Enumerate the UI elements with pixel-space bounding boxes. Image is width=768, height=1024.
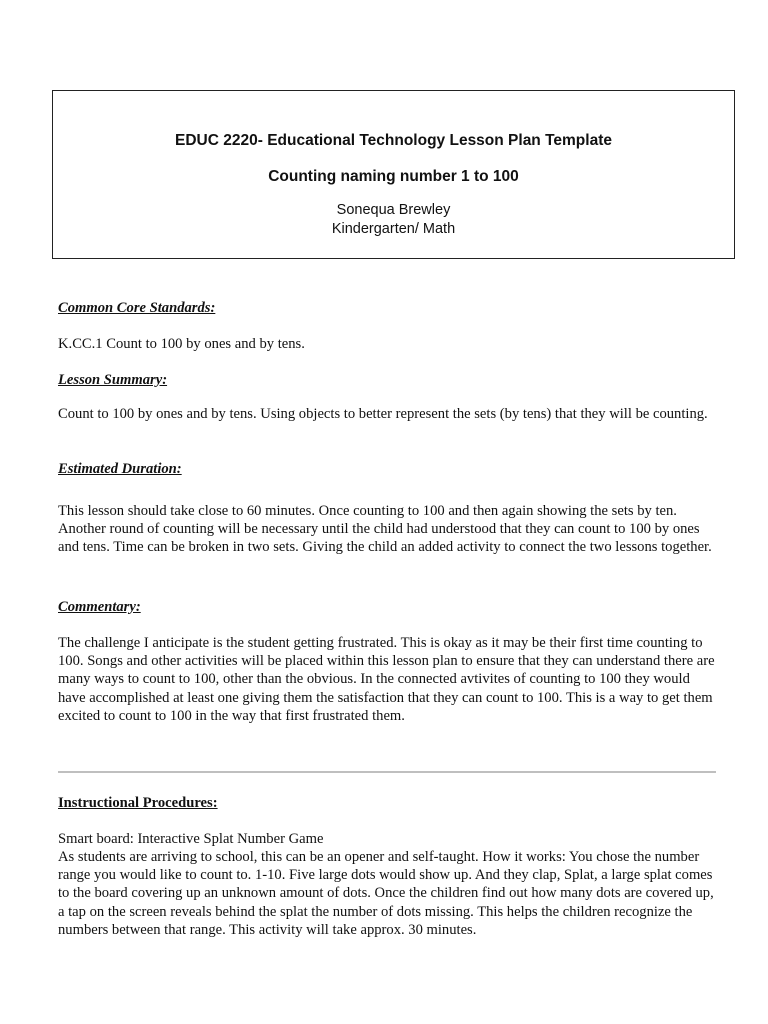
- header-box: [52, 90, 735, 259]
- standards-text: K.CC.1 Count to 100 by ones and by tens.: [58, 336, 305, 352]
- summary-text: Count to 100 by ones and by tens. Using objects to better represent the sets (by tens) that they will be counting.: [58, 406, 708, 422]
- duration-heading: Estimated Duration:: [58, 461, 182, 477]
- author-name: Sonequa Brewley: [336, 202, 451, 218]
- procedures-subheading: Smart board: Interactive Splat Number Game: [58, 831, 324, 847]
- commentary-text: The challenge I anticipate is the student getting frustrated. This is okay as it may be their first time counting to 100. Songs and other activities will be placed within this lesson plan to ensure that they can understand there are many ways to count to 100, other than the obvious. In the connected avtivites of counting to 100 they would have accomplished at least one giving them the satisfaction that they can count to 100. This is a way to get them excited to count to 100 in the way that first frustrated them.: [58, 635, 715, 724]
- duration-text: This lesson should take close to 60 minutes. Once counting to 100 and then again showing the sets by ten. Another round of counting will be necessary until the child had understood that they can count to 100 by ones and tens. Time can be broken in two sets. Giving the child an added activity to connect the two lessons together.: [58, 503, 712, 556]
- procedures-text: As students are arriving to school, this can be an opener and self-taught. How it works: You chose the number range you would like to count to. 1-10. Five large dots would show up. And they clap, Splat, a large splat comes to the board covering up an unknown amount of dots. Once the children find out how many dots are covered up, a tap on the screen reveals behind the splat the number of dots missing. This helps the children recognize the numbers between that range. This activity will take approx. 30 minutes.: [58, 849, 714, 938]
- section-divider: [58, 771, 716, 773]
- lesson-title: Counting naming number 1 to 100: [268, 168, 519, 185]
- procedures-heading: Instructional Procedures:: [58, 795, 218, 811]
- standards-heading: Common Core Standards:: [58, 300, 216, 316]
- commentary-heading: Commentary:: [58, 599, 141, 615]
- summary-heading: Lesson Summary:: [58, 372, 168, 388]
- document-title: EDUC 2220- Educational Technology Lesson Plan Template: [175, 132, 612, 149]
- grade-subject: Kindergarten/ Math: [331, 221, 456, 237]
